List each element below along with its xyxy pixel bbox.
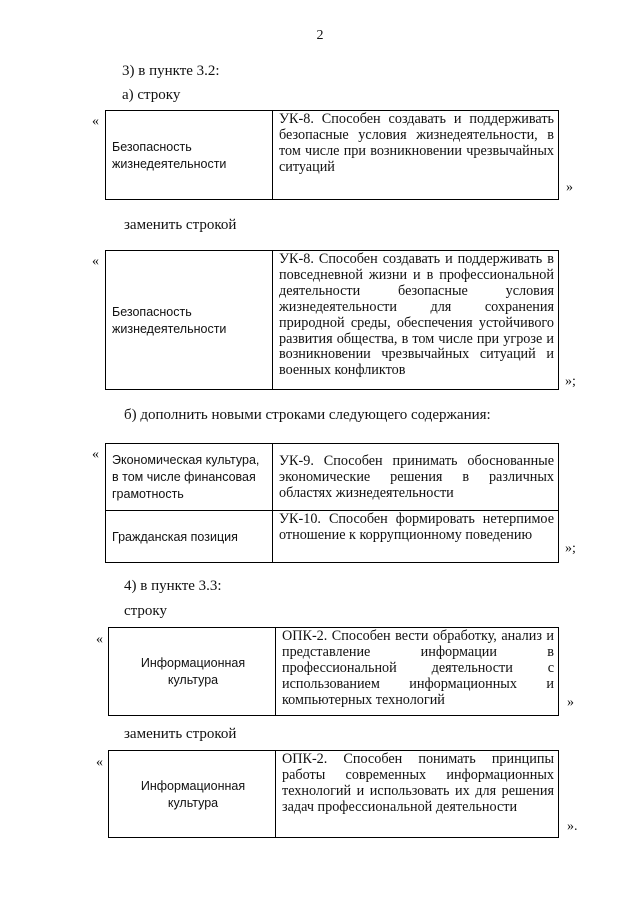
table-cell-discipline: Экономическая культура, в том числе финансовая грамотность xyxy=(106,444,273,511)
table-old-opk2 xyxy=(108,627,559,716)
table-cell-discipline: Гражданская позиция xyxy=(106,511,273,563)
close-quote-4: » xyxy=(567,695,574,710)
table-cell-competence: УК-10. Способен формировать нетерпимое отношение к коррупционному поведению xyxy=(273,511,559,563)
table-cell-discipline: Информационная культура xyxy=(109,628,276,716)
section-4-heading: 4) в пункте 3.3: xyxy=(124,578,222,594)
close-quote-2: »; xyxy=(565,374,576,389)
open-quote-2: « xyxy=(92,254,99,269)
table-cell-competence: УК-8. Способен создавать и поддерживать в повседневной жизни и в профессиональной деятельности безопасные условия жизнедеятельности для сохранения природной среды, обеспечения устойчивого развития общества, в том числе при угрозе и возникновении чрезвычайных ситуаций и военных конфликтов xyxy=(273,251,559,390)
table-row xyxy=(106,111,559,200)
table-new-uk8 xyxy=(105,250,559,390)
replace-with-label-2: заменить строкой xyxy=(124,726,237,742)
close-quote-3: »; xyxy=(565,541,576,556)
table-new-opk2 xyxy=(108,750,559,838)
table-row xyxy=(106,511,559,563)
open-quote-1: « xyxy=(92,114,99,129)
open-quote-4: « xyxy=(96,632,103,647)
table-cell-discipline: Безопасность жизнедеятельности xyxy=(106,251,273,390)
close-quote-1: » xyxy=(566,180,573,195)
table-cell-discipline: Информационная культура xyxy=(109,751,276,838)
close-quote-5: ». xyxy=(567,819,578,834)
subsection-b-heading: б) дополнить новыми строками следующего содержания: xyxy=(124,407,491,423)
table-cell-competence: ОПК-2. Способен вести обработку, анализ и представление информации в профессиональной деятельности с использованием информационных и компьютерных технологий xyxy=(276,628,559,716)
row-label: строку xyxy=(124,603,167,619)
table-cell-competence: УК-9. Способен принимать обоснованные экономические решения в различных областях жизнедеятельности xyxy=(273,444,559,511)
table-old-uk8 xyxy=(105,110,559,200)
table-row xyxy=(106,444,559,511)
table-new-rows xyxy=(105,443,559,563)
table-cell-discipline: Безопасность жизнедеятельности xyxy=(106,111,273,200)
table-cell-competence: УК-8. Способен создавать и поддерживать безопасные условия жизнедеятельности, в том числе при возникновении чрезвычайных ситуаций xyxy=(273,111,559,200)
section-3-heading: 3) в пункте 3.2: xyxy=(122,63,220,79)
open-quote-3: « xyxy=(92,447,99,462)
open-quote-5: « xyxy=(96,755,103,770)
table-row xyxy=(106,251,559,390)
table-cell-competence: ОПК-2. Способен понимать принципы работы современных информационных технологий и использовать их для решения задач профессиональной деятельности xyxy=(276,751,559,838)
replace-with-label-1: заменить строкой xyxy=(124,217,237,233)
table-row xyxy=(109,628,559,716)
table-row xyxy=(109,751,559,838)
subsection-a-heading: а) строку xyxy=(122,87,181,103)
page-number: 2 xyxy=(316,28,324,43)
